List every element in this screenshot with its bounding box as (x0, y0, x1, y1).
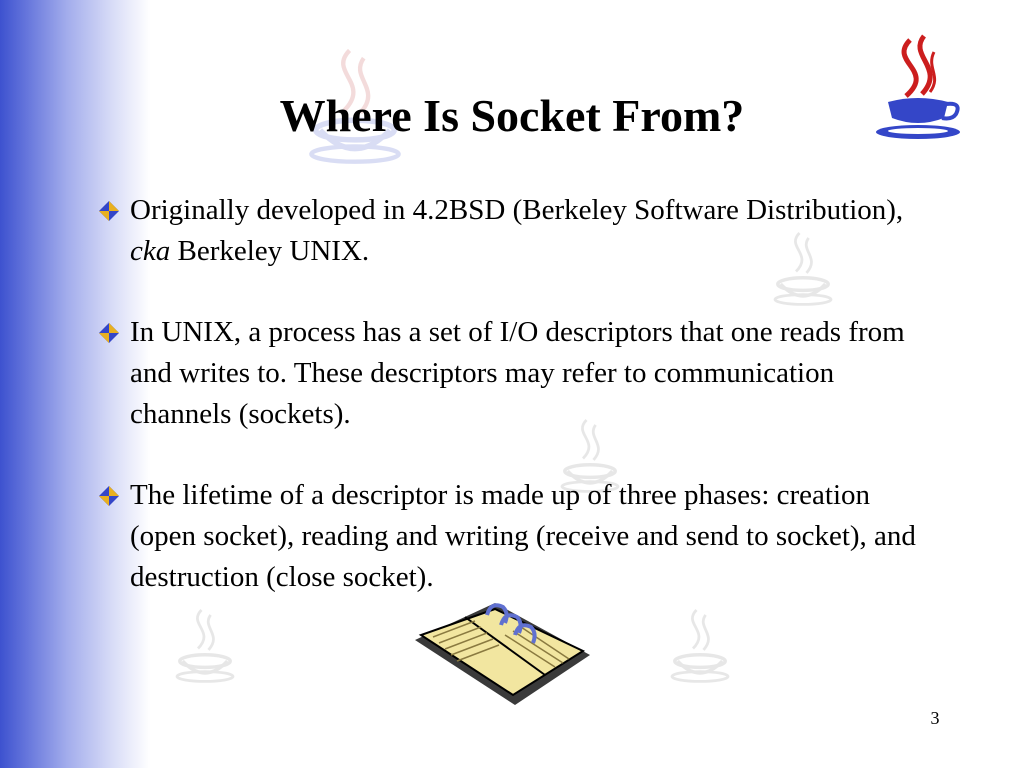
bullet-text: In UNIX, a process has a set of I/O descriptors that one reads from and writes to. These descriptors may refer to communication channels (sockets). (130, 316, 905, 430)
bullet-list (98, 190, 918, 638)
bullet-item (98, 475, 918, 598)
bullet-text: The lifetime of a descriptor is made up of three phases: creation (open socket), reading and writing (receive and send to socket), and destruction (close socket). (130, 479, 916, 593)
bullet-text: Originally developed in 4.2BSD (Berkeley Software Distribution), (130, 194, 904, 226)
diamond-bullet-icon (98, 485, 120, 507)
bullet-text: Berkeley UNIX. (170, 235, 370, 267)
open-book-icon (405, 595, 600, 720)
slide-title: Where Is Socket From? (279, 90, 745, 141)
diamond-bullet-icon (98, 200, 120, 222)
bullet-text-italic: cka (130, 235, 171, 267)
bullet-item (98, 312, 918, 435)
bullet-item (98, 190, 918, 272)
page-number: 3 (930, 708, 940, 728)
diamond-bullet-icon (98, 322, 120, 344)
